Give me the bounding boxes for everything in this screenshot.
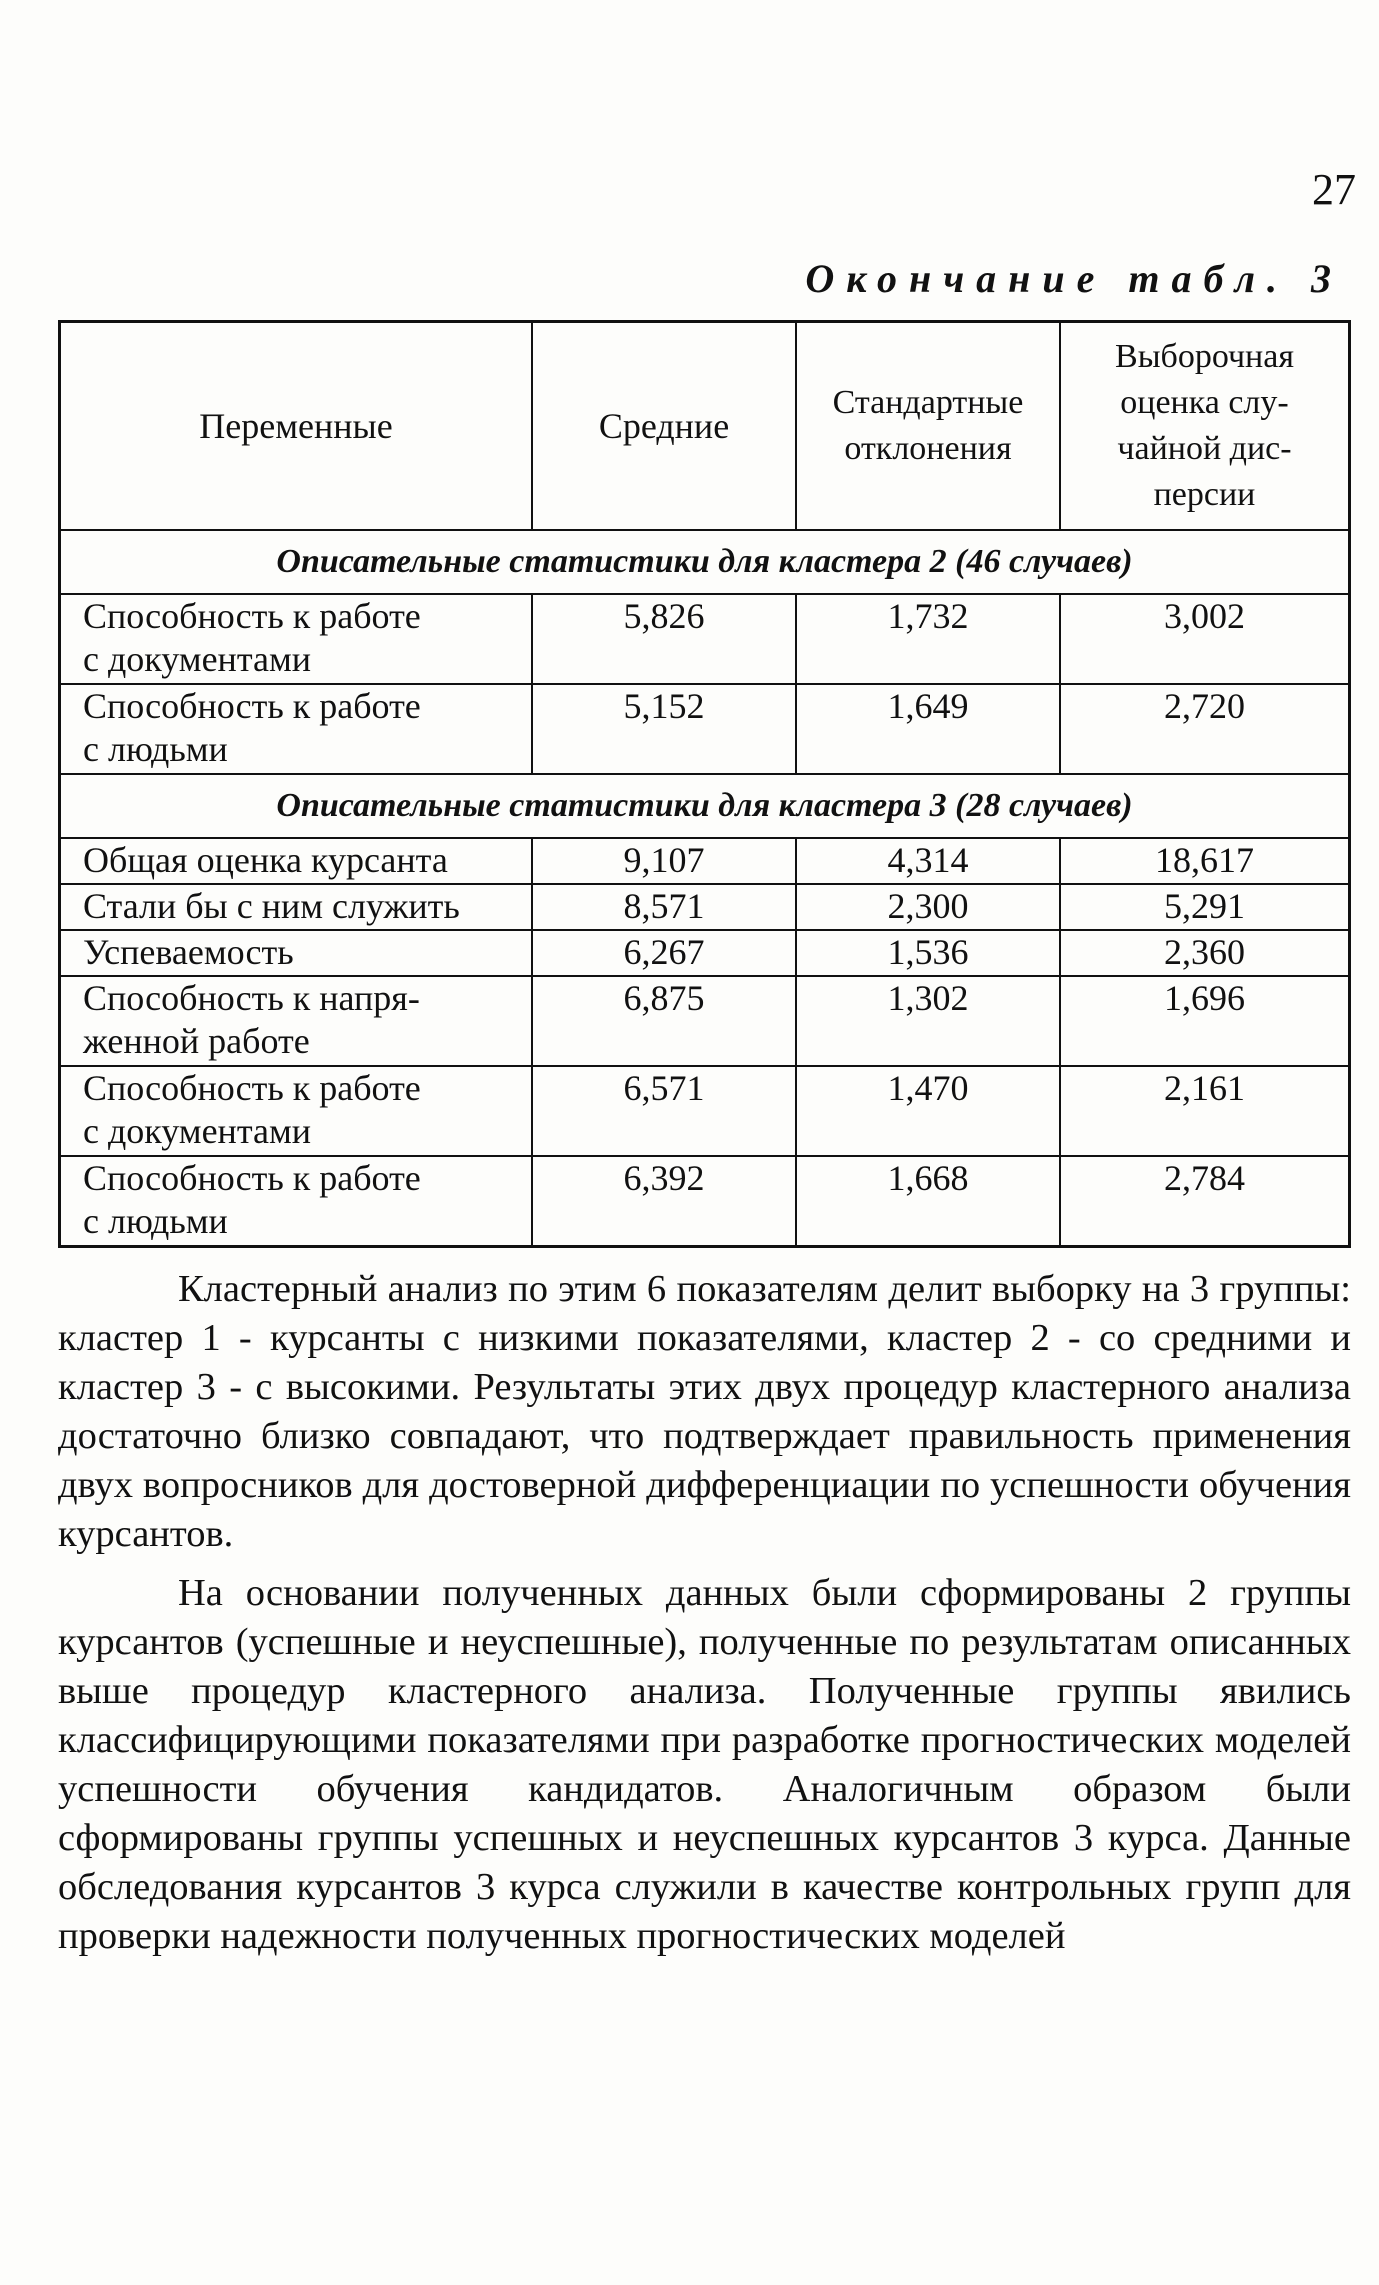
variable-name-cell: Способность к работе с людьми: [60, 1156, 533, 1247]
table-row: [60, 684, 1350, 774]
header-means: Средние: [532, 322, 796, 531]
std-dev-cell: 1,470: [796, 1066, 1060, 1156]
variance-cell: 2,360: [1060, 930, 1350, 976]
table-row: [60, 884, 1350, 930]
mean-cell: 6,571: [532, 1066, 796, 1156]
variable-name-cell: Способность к работе с людьми: [60, 684, 533, 774]
table-row: [60, 1066, 1350, 1156]
variance-cell: 3,002: [1060, 594, 1350, 684]
section-header-row: [60, 774, 1350, 838]
std-dev-cell: 1,668: [796, 1156, 1060, 1247]
table-caption: Окончание табл. 3: [805, 256, 1343, 301]
std-dev-cell: 1,536: [796, 930, 1060, 976]
table-row: [60, 930, 1350, 976]
variance-cell: 2,784: [1060, 1156, 1350, 1247]
header-variables: Переменные: [60, 322, 533, 531]
page-number: 27: [1312, 165, 1356, 214]
header-std-dev: Стандартные отклонения: [796, 322, 1060, 531]
paragraph: Кластерный анализ по этим 6 показателям делит выборку на 3 группы: кластер 1 - курсанты с низкими показателями, кластер 2 - со средними и кластер 3 - с высокими. Результаты этих двух процедур кластерного анализа достаточно близко совпадают, что подтверждает правильность применения двух вопросников для достоверной дифференциации по успешности обучения курсантов.: [58, 1268, 1351, 1555]
variable-name-cell: Способность к напря- женной работе: [60, 976, 533, 1066]
table-row: [60, 594, 1350, 684]
table-header-row: [60, 322, 1350, 531]
mean-cell: 5,152: [532, 684, 796, 774]
mean-cell: 9,107: [532, 838, 796, 884]
mean-cell: 5,826: [532, 594, 796, 684]
section-title: Описательные статистики для кластера 3 (28 случаев): [60, 774, 1350, 838]
variance-cell: 5,291: [1060, 884, 1350, 930]
std-dev-cell: 1,732: [796, 594, 1060, 684]
mean-cell: 6,267: [532, 930, 796, 976]
section-header-row: [60, 530, 1350, 594]
statistics-table: [58, 320, 1351, 1248]
variable-name-cell: Способность к работе с документами: [60, 1066, 533, 1156]
mean-cell: 6,875: [532, 976, 796, 1066]
header-variance: Выборочная оценка слу- чайной дис- персии: [1060, 322, 1350, 531]
std-dev-cell: 2,300: [796, 884, 1060, 930]
std-dev-cell: 1,649: [796, 684, 1060, 774]
variance-cell: 1,696: [1060, 976, 1350, 1066]
std-dev-cell: 1,302: [796, 976, 1060, 1066]
paragraph: На основании полученных данных были сформированы 2 группы курсантов (успешные и неуспешные), полученные по результатам описанных выше процедур кластерного анализа. Полученные группы явились классифицирующими показателями при разработке прогностических моделей успешности обучения кандидатов. Аналогичным образом были сформированы группы успешных и неуспешных курсантов 3 курса. Данные обследования курсантов 3 курса служили в качестве контрольных групп для проверки надежности полученных прогностических моделей: [58, 1572, 1351, 1957]
table-row: [60, 838, 1350, 884]
mean-cell: 8,571: [532, 884, 796, 930]
variance-cell: 2,161: [1060, 1066, 1350, 1156]
variable-name-cell: Успеваемость: [60, 930, 533, 976]
table-row: [60, 1156, 1350, 1247]
mean-cell: 6,392: [532, 1156, 796, 1247]
variance-cell: 2,720: [1060, 684, 1350, 774]
section-title: Описательные статистики для кластера 2 (46 случаев): [60, 530, 1350, 594]
variable-name-cell: Стали бы с ним служить: [60, 884, 533, 930]
variable-name-cell: Способность к работе с документами: [60, 594, 533, 684]
std-dev-cell: 4,314: [796, 838, 1060, 884]
body-text: [58, 1265, 1351, 1971]
variable-name-cell: Общая оценка курсанта: [60, 838, 533, 884]
variance-cell: 18,617: [1060, 838, 1350, 884]
table-row: [60, 976, 1350, 1066]
